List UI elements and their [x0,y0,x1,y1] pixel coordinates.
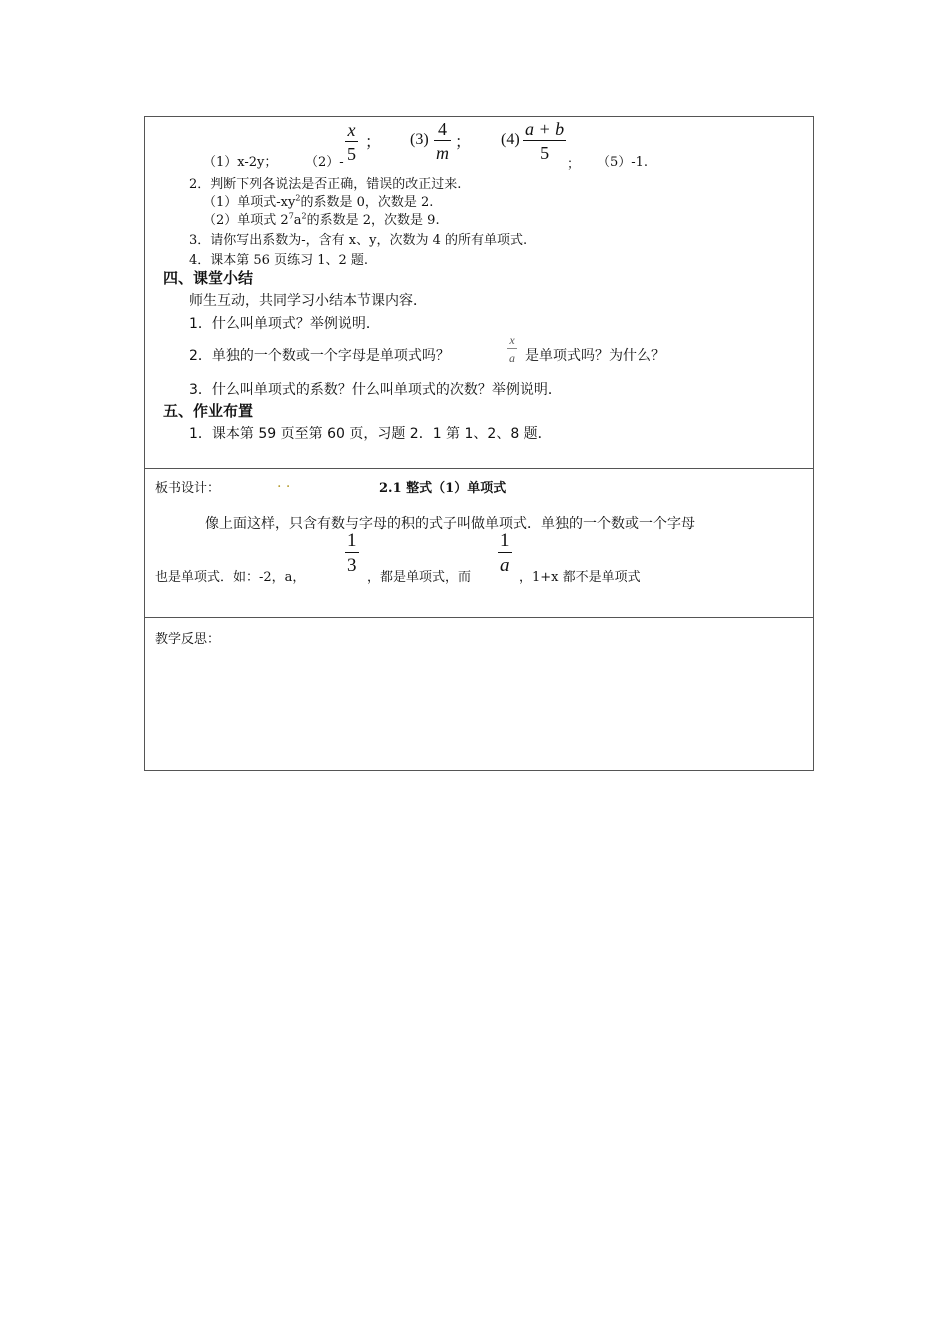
decorative-dots: . . [277,475,291,491]
section-4-intro: 师生互动，共同学习小结本节课内容． [189,293,427,309]
fraction-x-over-a: x a [509,333,515,365]
section-5-heading: 五、作业布置 [163,402,254,420]
section-4-q2-post: 是单项式吗？为什么？ [525,348,665,364]
ex2-item2: （2）单项式 $2^7a^2$的系数是 2，次数是 9. [203,211,440,228]
reflection-row [145,618,813,771]
board-line2-pre: 也是单项式．如：-2，a， [155,570,306,585]
board-line2-post: ，1+x 都不是单项式 [519,570,641,585]
exercise-row [145,117,813,469]
section-4-q3: 3．什么叫单项式的系数？什么叫单项式的次数？举例说明． [189,382,562,398]
board-line1: 像上面这样，只含有数与字母的积的式子叫做单项式．单独的一个数或一个字母 [205,516,695,532]
section-5-item1: 1．课本第 59 页至第 60 页，习题 2．1 第 1、2、8 题． [189,426,552,442]
fraction-1-over-a: 1 a [500,530,510,576]
board-title: 2.1 整式（1）单项式 [379,481,507,496]
fraction-4-over-m: 4 m [436,119,449,163]
ex1-item1: （1）x-2y； [203,155,278,170]
ex2-item1: （1）单项式$-xy^2$的系数是 0，次数是 2. [203,193,434,210]
ex1-item2-prefix: （2）- [305,155,344,170]
board-design-row [145,469,813,618]
board-line2-mid: ，都是单项式，而 [367,570,472,585]
ex1-item3-label: (3) [410,131,429,148]
ex1-item4-semicolon: ； [567,157,581,172]
section-4-q1: 1．什么叫单项式？举例说明． [189,316,380,332]
section-4-q2-pre: 2．单独的一个数或一个字母是单项式吗？ [189,348,450,364]
ex2-title: 2．判断下列各说法是否正确，错误的改正过来. [189,177,462,192]
section-4-heading: 四、课堂小结 [163,269,254,287]
fraction-x-over-5: x 5 [347,120,356,164]
ex1-semicolon-2: ； [455,134,472,151]
board-label: 板书设计： [155,481,221,496]
ex1-item4-label: (4) [501,131,520,148]
fraction-1-over-3: 1 3 [347,530,357,576]
lesson-plan-table [144,116,814,771]
ex1-item5: （5）-1. [597,155,649,170]
ex3-text: 3．请你写出系数为-，含有 x、y，次数为 4 的所有单项式. [189,233,528,248]
fraction-a-plus-b-over-5: a + b 5 [525,119,565,163]
ex4-text: 4．课本第 56 页练习 1、2 题. [189,253,369,268]
reflection-label: 教学反思： [155,632,221,647]
ex1-semicolon-1: ； [365,134,382,151]
